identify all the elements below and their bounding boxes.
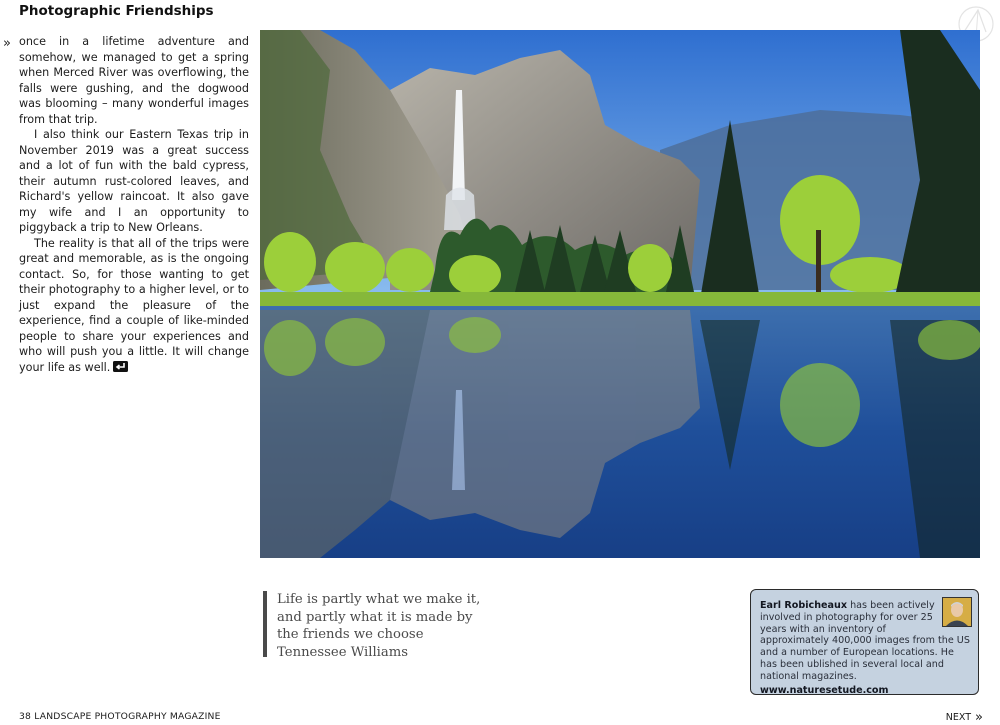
article-paragraph	[19, 236, 249, 376]
next-label: NEXT	[945, 712, 972, 723]
author-name: Earl Robicheaux	[760, 600, 848, 611]
next-page-button[interactable]	[946, 710, 983, 725]
author-website-link[interactable]: www.naturesetude.com	[760, 684, 889, 696]
double-chevron-right-icon: »	[3, 36, 11, 51]
author-avatar	[942, 597, 972, 627]
page-footer-label: 38 LANDSCAPE PHOTOGRAPHY MAGAZINE	[19, 711, 221, 722]
article-paragraph-text: The reality is that all of the trips were great and memorable, as is the ongoing contact. So, for those wanting to get their photography to a higher level, or to just expand the pleasure of the experience, find a couple of like-minded people to share your experiences and who will push you a little. It will change your life as well.	[19, 236, 249, 374]
author-bio-box	[750, 589, 979, 695]
yosemite-falls-photo	[260, 30, 980, 558]
article-paragraph: once in a lifetime adventure and somehow, we managed to get a spring when Merced River was overflowing, the falls were gushing, and the dogwood was blooming – many wonderful images from that trip.	[19, 35, 249, 126]
author-bio-text: has been actively involved in photography for over 25 years with an inventory of approximately 400,000 images from the US and a number of European locations. He has been ublished in several local and national magazines.	[760, 600, 970, 682]
quote-line: the friends we choose	[277, 627, 424, 642]
quote-line: and partly what it is made by	[277, 609, 473, 625]
page-title: Photographic Friendships	[19, 3, 214, 19]
quote-line: Life is partly what we make it,	[277, 592, 481, 607]
return-arrow-icon	[113, 361, 128, 372]
article-paragraph: I also think our Eastern Texas trip in November 2019 was a great success and a lot of fun with the bald cypress, their autumn rust-colored leaves, and Richard's yellow raincoat. It also gave my wife and I an opportunity to piggyback a trip to New Orleans.	[19, 128, 249, 234]
double-chevron-right-icon: »	[975, 710, 983, 725]
quote-author: Tennessee Williams	[277, 644, 409, 660]
article-body	[19, 34, 249, 375]
pull-quote	[263, 591, 481, 660]
